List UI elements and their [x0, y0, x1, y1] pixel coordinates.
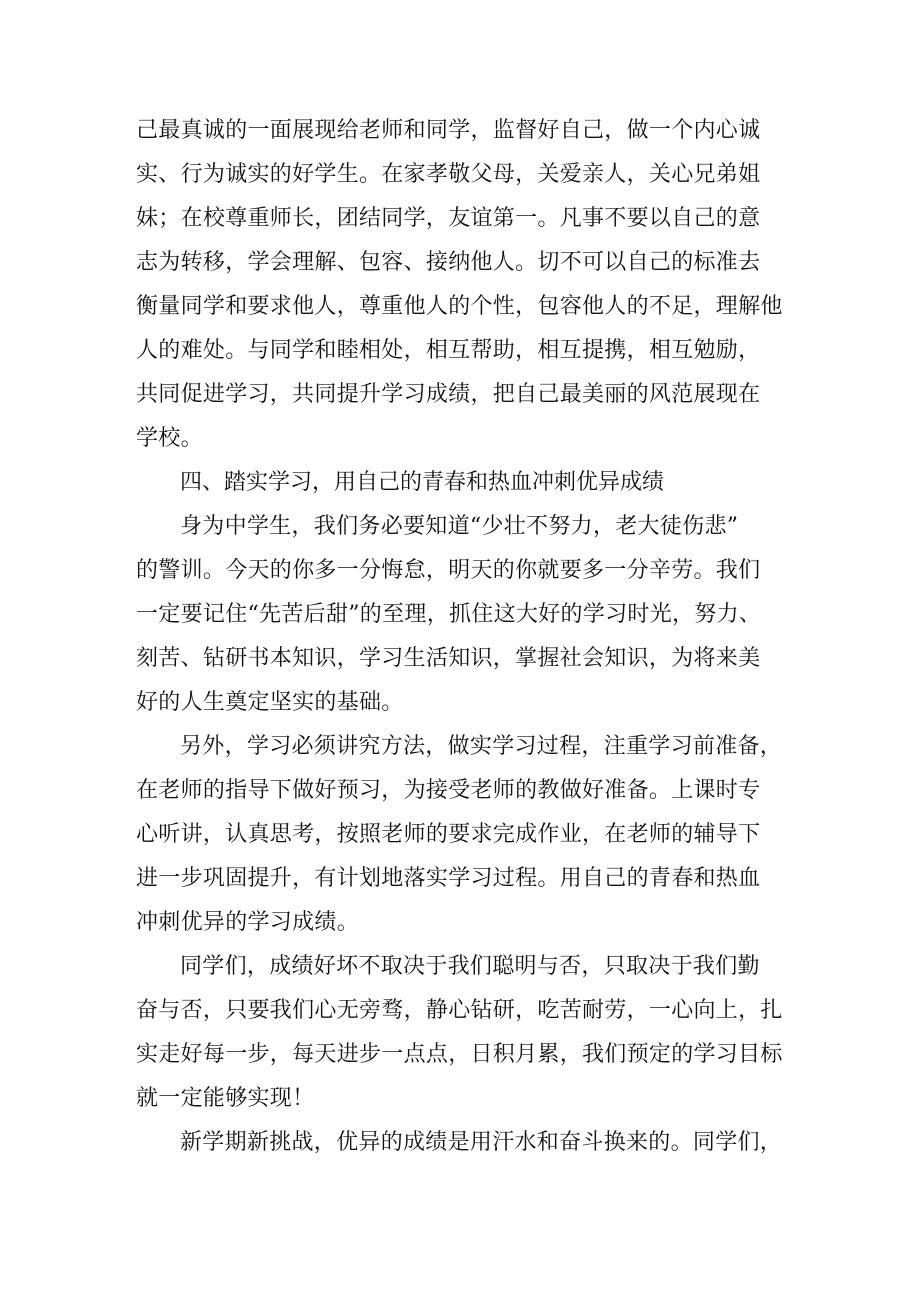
paragraph-line: 实、行为诚实的好学生。在家孝敬父母，关爱亲人，关心兄弟姐: [136, 162, 761, 187]
paragraph-line: 身为中学生，我们务必要知道“少壮不努力，老大徒伤悲”: [180, 514, 739, 539]
paragraph-line: 己最真诚的一面展现给老师和同学，监督好自己，做一个内心诚: [136, 118, 761, 143]
paragraph-line: 另外，学习必须讲究方法，做实学习过程，注重学习前准备，: [180, 734, 783, 759]
paragraph-line: 就一定能够实现！: [136, 1086, 315, 1111]
paragraph-line: 实走好每一步，每天进步一点点，日积月累，我们预定的学习目标: [136, 1042, 783, 1067]
paragraph-line: 共同促进学习，共同提升学习成绩，把自己最美丽的风范展现在: [136, 382, 761, 407]
paragraph-line: 奋与否，只要我们心无旁骛，静心钻研，吃苦耐劳，一心向上，扎: [136, 998, 783, 1023]
paragraph-line: 冲刺优异的学习成绩。: [136, 910, 360, 935]
section-heading: 四、踏实学习，用自己的青春和热血冲刺优异成绩: [180, 470, 665, 495]
paragraph-line: 在老师的指导下做好预习，为接受老师的教做好准备。上课时专: [136, 778, 761, 803]
paragraph-line: 同学们，成绩好坏不取决于我们聪明与否，只取决于我们勤: [180, 954, 760, 979]
paragraph-line: 的警训。今天的你多一分悔怠，明天的你就要多一分辛劳。我们: [136, 558, 761, 583]
paragraph-line: 学校。: [136, 426, 203, 451]
paragraph-line: 好的人生奠定坚实的基础。: [136, 690, 404, 715]
paragraph-line: 妹；在校尊重师长，团结同学，友谊第一。凡事不要以自己的意: [136, 206, 761, 231]
paragraph-line: 一定要记住“先苦后甜”的至理，抓住这大好的学习时光，努力、: [136, 602, 762, 627]
paragraph-line: 新学期新挑战，优异的成绩是用汗水和奋斗换来的。同学们，: [180, 1130, 783, 1155]
paragraph-line: 心听讲，认真思考，按照老师的要求完成作业，在老师的辅导下: [136, 822, 761, 847]
paragraph-line: 刻苦、钻研书本知识，学习生活知识，掌握社会知识，为将来美: [136, 646, 761, 671]
paragraph-line: 志为转移，学会理解、包容、接纳他人。切不可以自己的标准去: [136, 250, 761, 275]
paragraph-line: 衡量同学和要求他人，尊重他人的个性，包容他人的不足，理解他: [136, 294, 783, 319]
paragraph-line: 人的难处。与同学和睦相处，相互帮助，相互提携，相互勉励，: [136, 338, 761, 363]
paragraph-line: 进一步巩固提升，有计划地落实学习过程。用自己的青春和热血: [136, 866, 761, 891]
